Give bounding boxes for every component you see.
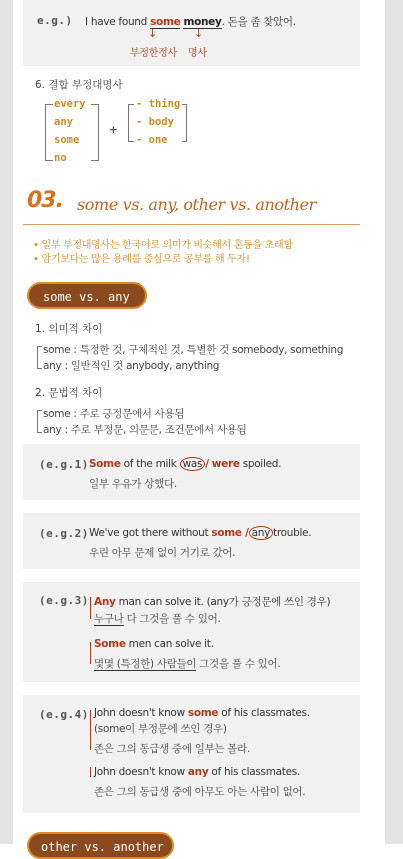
example-1-korean: 일부 우유가 상했다.: [89, 478, 177, 490]
combo-left-item: any: [54, 116, 73, 128]
section-divider: [23, 224, 360, 225]
note-noun: 명사: [188, 48, 207, 59]
example-4-sentence-1: John doesn't know some of his classmates.: [94, 707, 310, 719]
arrow-down-icon: ↓: [194, 27, 204, 40]
example-1-sentence: Some of the milk was / were spoiled.: [89, 458, 282, 470]
grammar-bracket: [37, 410, 42, 433]
meaning-title: 1. 의미적 차이: [35, 323, 103, 335]
meaning-bracket: [37, 346, 42, 369]
right-frame: [385, 0, 403, 844]
example-4-rule: [90, 767, 91, 777]
combo-right-item: - body: [136, 116, 174, 128]
topic-pill-other-another: other vs. another: [27, 832, 174, 859]
left-frame: [0, 0, 13, 844]
example-4-label: (e.g.4): [39, 708, 89, 721]
page-content: [13, 0, 385, 854]
combo-left-item: every: [54, 98, 86, 110]
example-3-sentence-1: Any man can solve it. (any가 긍정문에 쓰인 경우): [94, 596, 331, 608]
arrow-down-icon: ↓: [148, 27, 158, 40]
section-title: some vs. any, other vs. another: [77, 195, 316, 214]
example-3-korean-1: 누구나 다 그것을 풀 수 있어.: [94, 613, 221, 625]
example-3-label: (e.g.3): [39, 594, 89, 607]
example-4-rule: [90, 710, 91, 750]
grammar-line-2: any : 주로 부정문, 의문문, 조건문에서 사용됨: [43, 424, 247, 436]
example-2-korean: 우린 아무 문제 없이 거기로 갔어.: [89, 547, 236, 559]
example-3-korean-2: 몇몇 (특정한) 사람들이 그것을 풀 수 있어.: [94, 658, 281, 670]
keyword-some: some: [150, 16, 181, 28]
note-determiner: 부정한정사: [130, 48, 177, 59]
example-4-sentence-2: John doesn't know any of his classmates.: [94, 766, 300, 778]
example-4-note: (some이 부정문에 쓰인 경우): [94, 723, 227, 735]
example-3-box: [23, 582, 360, 682]
combo-right-item: - thing: [136, 98, 181, 110]
grammar-title: 2. 문법적 차이: [35, 387, 103, 399]
example-2-label: (e.g.2): [39, 527, 89, 540]
keyword-money: money: [183, 16, 222, 28]
example-2-sentence: We've got there without some / any trouble.: [89, 527, 312, 539]
meaning-line-2: any : 일반적인 것 anybody, anything: [43, 360, 220, 372]
example-3-sentence-2: Some men can solve it.: [94, 638, 214, 650]
example-1-label: (e.g.1): [39, 458, 89, 471]
example-label: e.g.): [37, 14, 73, 27]
example-sentence: I have found some money. 돈을 좀 찾았어.: [85, 16, 296, 28]
combo-left-item: no: [54, 152, 67, 164]
example-2-box: [23, 513, 360, 569]
plus-sign: +: [109, 124, 118, 136]
combo-right-item: - one: [136, 134, 168, 146]
example-4-korean-2: 존은 그의 동급생 중에 아무도 아는 사람이 없어.: [94, 786, 306, 798]
top-example-box: [23, 0, 360, 66]
bullet-2: • 암기보다는 많은 용례를 중심으로 공부를 해 두자!: [33, 254, 250, 265]
example-3-rule: [90, 642, 91, 664]
example-4-korean-1: 존은 그의 동급생 중에 일부는 몰라.: [94, 743, 251, 755]
combo-left-item: some: [54, 134, 80, 146]
topic-pill-some-any: some vs. any: [27, 282, 147, 309]
bullet-1: • 일부 부정대명사는 한국어로 의미가 비슷해서 혼동을 초래함: [33, 240, 293, 251]
example-1-box: [23, 444, 360, 500]
example-3-rule: [90, 597, 91, 619]
answer-circle: was: [180, 457, 206, 471]
example-4-box: [23, 695, 360, 813]
section-number: 03.: [27, 188, 63, 213]
meaning-line-1: some : 특정한 것, 구체적인 것, 특별한 것 somebody, something: [43, 344, 344, 356]
grammar-line-1: some : 주로 긍정문에서 사용됨: [43, 408, 185, 420]
answer-circle: any: [249, 526, 273, 540]
combo-title: 6. 결합 부정대명사: [35, 79, 123, 91]
